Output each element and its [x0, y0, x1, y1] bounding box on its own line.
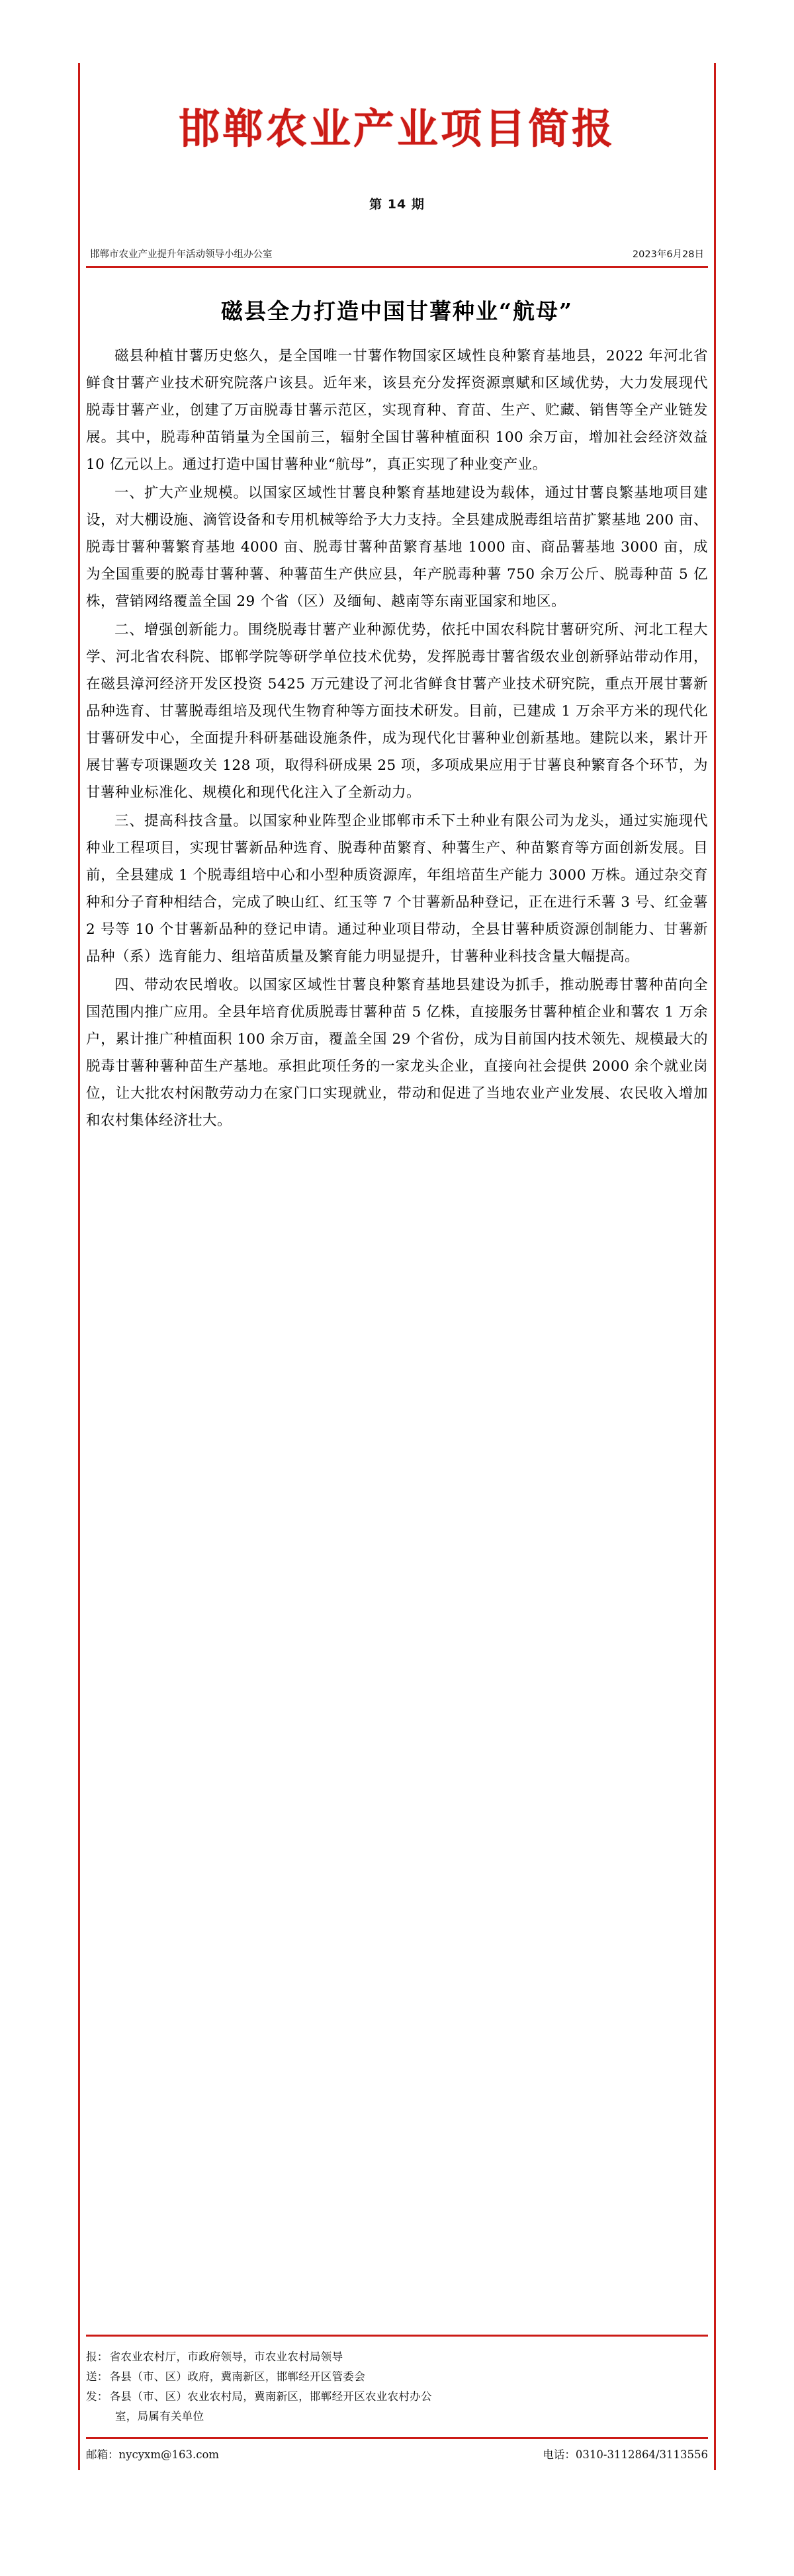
footer-tel-label: 电话： — [543, 2448, 576, 2461]
paragraph: 磁县种植甘薯历史悠久，是全国唯一甘薯作物国家区域性良种繁育基地县，2022 年河北省鲜食甘薯产业技术研究院落户该县。近年来，该县充分发挥资源禀赋和区域优势，大力发展现代脱毒甘薯产业，创建了万亩脱毒甘薯示范区，实现育种、育苗、生产、贮藏、销售等全产业链发展。其中，脱毒种苗销量为全国前三，辐射全国甘薯种植面积 100 余万亩，增加社会经济效益 10 亿元以上。通过打造中国甘薯种业“航母”，真正实现了种业变产业。 — [86, 348, 708, 474]
footer-email-label: 邮箱： — [86, 2448, 119, 2461]
publish-date: 2023年6月28日 — [632, 249, 704, 261]
footer-issue-label: 发： — [86, 2390, 109, 2403]
footer-contact-separator — [86, 2437, 708, 2439]
article-title: 磁县全力打造中国甘薯种业“航母” — [221, 298, 573, 325]
left-red-rule — [78, 63, 80, 2470]
masthead-meta — [86, 247, 708, 265]
footer-send-label: 送： — [86, 2370, 109, 2383]
paragraph: 二、增强创新能力。围绕脱毒甘薯产业种源优势，依托中国农科院甘薯研究所、河北工程大学、河北省农科院、邯郸学院等研学单位技术优势，发挥脱毒甘薯省级农业创新驿站带动作用，在磁县漳河经济开发区投资 5425 万元建设了河北省鲜食甘薯产业技术研究院，重点开展甘薯新品种选育、甘薯脱毒组培及现代生物育种等方面技术研发。目前，已建成 1 万余平方米的现代化甘薯研发中心，全面提升科研基础设施条件，成为现代化甘薯种业创新基地。建院以来，累计开展甘薯专项课题攻关 128 项，取得科研成果 25 项，多项成果应用于甘薯良种繁育各个环节，为甘薯种业标准化、规模化和现代化注入了全新动力。 — [86, 622, 708, 802]
footer-issue-line — [86, 2387, 708, 2407]
footer-send-value: 各县（市、区）政府，冀南新区，邯郸经开区管委会 — [109, 2370, 366, 2383]
footer-send-line — [86, 2367, 708, 2387]
footer-tel — [543, 2446, 708, 2462]
paragraph: 一、扩大产业规模。以国家区域性甘薯良种繁育基地建设为载体，通过甘薯良繁基地项目建设，对大棚设施、滴管设备和专用机械等给予大力支持。全县建成脱毒组培苗扩繁基地 200 亩、脱毒甘薯种薯繁育基地 4000 亩、脱毒甘薯种苗繁育基地 1000 亩、商品薯基地 3000 亩，成为全国重要的脱毒甘薯种薯、种薯苗生产供应县，年产脱毒种薯 750 余万公斤、脱毒种苗 5 亿株，营销网络覆盖全国 29 个省（区）及缅甸、越南等东南亚国家和地区。 — [86, 485, 708, 610]
footer-issue-line-2 — [86, 2407, 708, 2427]
article-body — [86, 343, 708, 1134]
footer-report-value: 省农业农村厅，市政府领导，市农业农村局领导 — [109, 2350, 343, 2363]
masthead-separator — [86, 266, 708, 268]
footer-report-line — [86, 2347, 708, 2367]
issuing-office: 邯郸市农业产业提升年活动领导小组办公室 — [90, 249, 273, 261]
footer-issue-value: 各县（市、区）农业农村局，冀南新区，邯郸经开区农业农村办公 — [109, 2390, 432, 2403]
footer-separator — [86, 2335, 708, 2337]
footer-issue-value-2: 室，局属有关单位 — [115, 2410, 204, 2423]
right-red-rule — [714, 63, 716, 2470]
document-content — [86, 79, 708, 1136]
footer-email-value: nycyxm@163.com — [118, 2448, 220, 2461]
footer-tel-value: 0310-3112864/3113556 — [575, 2448, 708, 2461]
paragraph: 三、提高科技含量。以国家种业阵型企业邯郸市禾下土种业有限公司为龙头，通过实施现代种业工程项目，实现甘薯新品种选育、脱毒种苗繁育、种薯生产、种苗繁育等方面创新发展。目前，全县建成 1 个脱毒组培中心和小型种质资源库，年组培苗生产能力 3000 万株。通过杂交育种和分子育种相结合，完成了映山红、红玉等 7 个甘薯新品种登记，正在进行禾薯 3 号、红金薯 2 号等 10 个甘薯新品种的登记申请。通过种业项目带动，全县甘薯种质资源创制能力、甘薯新品种（系）选育能力、组培苗质量及繁育能力明显提升，甘薯种业科技含量大幅提高。 — [86, 813, 708, 966]
footer-email — [86, 2446, 219, 2462]
footer-report-label: 报： — [86, 2350, 109, 2363]
footer-contact-row — [86, 2446, 708, 2462]
paragraph: 四、带动农民增收。以国家区域性甘薯良种繁育基地县建设为抓手，推动脱毒甘薯种苗向全国范围内推广应用。全县年培育优质脱毒甘薯种苗 5 亿株，直接服务甘薯种植企业和薯农 1 万余户，累计推广种植面积 100 余万亩，覆盖全国 29 个省份，成为目前国内技术领先、规模最大的脱毒甘薯种薯种苗生产基地。承担此项任务的一家龙头企业，直接向社会提供 2000 余个就业岗位，让大批农村闲散劳动力在家门口实现就业，带动和促进了当地农业产业发展、农民收入增加和农村集体经济壮大。 — [86, 977, 708, 1130]
issue-number: 第 14 期 — [369, 197, 425, 212]
document-footer — [86, 2335, 708, 2462]
masthead-title: 邯郸农业产业项目简报 — [178, 104, 615, 153]
